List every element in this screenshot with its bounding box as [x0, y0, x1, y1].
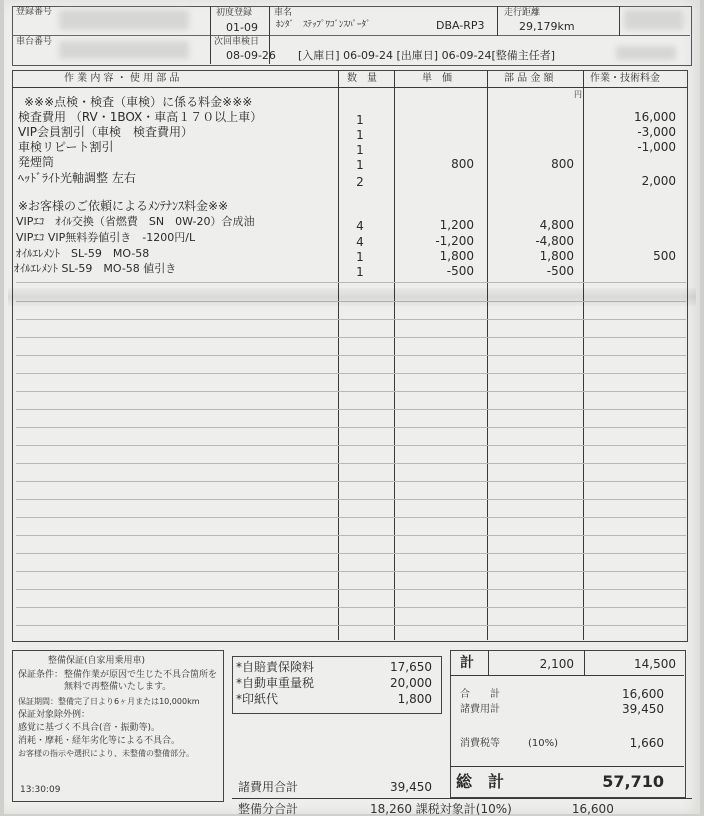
- reg-no-redacted: [59, 10, 189, 30]
- warranty-excl-3: お客様の指示や選択により、未整備の整備部分。: [18, 749, 194, 758]
- subtotal-cut-line: 整備分合計 18,260 課税対象計(10%) 16,600: [238, 802, 614, 816]
- fee-label: *自賠責保険料: [236, 660, 315, 674]
- fee-value: 17,650: [390, 660, 432, 674]
- warranty-cond-2: 無料で再整備いたします。: [64, 682, 172, 692]
- row-labor: 16,000: [634, 110, 676, 124]
- tax-label: 消費税等: [460, 738, 500, 749]
- col-parts-header: 部 品 金 額: [504, 73, 554, 84]
- goukei-value: 16,600: [622, 687, 664, 701]
- chassis-no-label: 車台番号: [16, 37, 53, 47]
- dates-line: [入庫日] 06-09-24 [出庫日] 06-09-24[整備主任者]: [298, 49, 556, 62]
- next-inspection-value: 08-09-26: [226, 49, 276, 62]
- row-desc: ※※※点検・検査（車検）に係る料金※※※: [24, 95, 253, 109]
- row-qty: 1: [356, 113, 364, 127]
- fees-total-label: 諸費用合計: [238, 780, 299, 794]
- row-qty: 4: [356, 235, 364, 249]
- labor-total: 14,500: [634, 657, 676, 671]
- row-desc: ﾍｯﾄﾞﾗｲﾄ光軸調整 左右: [18, 171, 136, 185]
- row-qty: 1: [356, 128, 364, 142]
- row-desc: 発煙筒: [18, 155, 55, 169]
- warranty-excl-2: 消耗・摩耗・経年劣化等による不具合。: [18, 736, 181, 746]
- row-desc: 車検リピート割引: [18, 140, 114, 154]
- shohiyo-value: 39,450: [622, 702, 664, 716]
- kei-label: 計: [460, 655, 474, 671]
- row-labor: -1,000: [637, 140, 676, 154]
- row-desc: ｵｲﾙｴﾚﾒﾝﾄ SL-59 MO-58 値引き: [14, 262, 177, 275]
- warranty-excl-label: 保証対象除外例：: [18, 710, 91, 720]
- chassis-no-redacted: [59, 41, 189, 59]
- warranty-title: 整備保証(自家用乗用車): [48, 656, 146, 666]
- row-unit: -500: [446, 264, 474, 278]
- warranty-excl-1: 感覚に基づく不具合(音・振動等)。: [18, 723, 161, 733]
- row-unit: 800: [451, 157, 474, 171]
- mechanic-redacted: [616, 46, 676, 60]
- row-labor: 500: [653, 249, 676, 263]
- first-reg-value: 01-09: [226, 21, 258, 34]
- row-desc: 検査費用 （RV・1BOX・車高１７０以上車）: [18, 110, 263, 124]
- row-unit: 1,800: [439, 249, 474, 263]
- paper-fold: [8, 288, 696, 306]
- col-labor-header: 作業・技術料金: [590, 73, 660, 84]
- row-qty: 1: [356, 250, 364, 264]
- mileage-label: 走行距離: [504, 8, 541, 18]
- row-qty: 2: [356, 175, 364, 189]
- row-unit: 1,200: [439, 218, 474, 232]
- warranty-period: 保証期間：整備完了日より6ヶ月または10,000km: [18, 697, 200, 706]
- row-desc: ｵｲﾙｴﾚﾒﾝﾄ SL-59 MO-58: [16, 247, 150, 260]
- fee-label: *自動車重量税: [236, 676, 315, 690]
- row-qty: 1: [356, 265, 364, 279]
- fee-value: 1,800: [397, 692, 432, 706]
- row-parts: 4,800: [539, 218, 574, 232]
- sokei-value: 57,710: [602, 772, 664, 791]
- tax-value: 1,660: [629, 736, 664, 750]
- row-qty: 4: [356, 219, 364, 233]
- mileage-value: 29,179km: [519, 20, 575, 33]
- col-work-header: 作 業 内 容 ・ 使 用 部 品: [64, 73, 180, 84]
- invoice-sheet: [4, 0, 700, 814]
- tax-rate: (10%): [528, 738, 559, 749]
- row-parts: -500: [546, 264, 574, 278]
- print-time: 13:30:09: [20, 785, 61, 795]
- yen-mark: 円: [574, 90, 582, 99]
- shohiyo-label: 諸費用計: [460, 704, 500, 715]
- warranty-cond-label: 保証条件：: [18, 670, 64, 680]
- row-unit: -1,200: [435, 234, 474, 248]
- col-unit-header: 単 価: [422, 73, 452, 84]
- car-name-label: 車名: [274, 8, 293, 18]
- car-name-value: ﾎﾝﾀﾞ ｽﾃｯﾌﾟﾜｺﾞﾝｽﾊﾟｰﾀﾞ: [276, 20, 371, 30]
- fee-value: 20,000: [390, 676, 432, 690]
- row-parts: 800: [551, 157, 574, 171]
- sokei-label: 総 計: [456, 772, 505, 791]
- model-code: DBA-RP3: [436, 19, 485, 32]
- row-parts: -4,800: [535, 234, 574, 248]
- warranty-cond-1: 整備作業が原因で生じた不具合箇所を: [64, 670, 218, 680]
- row-desc: ※お客様のご依頼によるﾒﾝﾃﾅﾝｽ料金※※: [18, 199, 229, 213]
- goukei-label: 合 計: [460, 689, 500, 700]
- parts-total: 2,100: [539, 657, 574, 671]
- col-qty-header: 数 量: [347, 73, 377, 84]
- row-desc: VIPｴｺ VIP無料券値引き -1200円/L: [16, 231, 196, 244]
- row-qty: 1: [356, 143, 364, 157]
- row-parts: 1,800: [539, 249, 574, 263]
- row-qty: 1: [356, 158, 364, 172]
- row-labor: -3,000: [637, 125, 676, 139]
- reg-no-label: 登録番号: [16, 7, 53, 17]
- fee-label: *印紙代: [236, 692, 279, 706]
- staff-redacted: [624, 10, 684, 30]
- row-desc: VIP会員割引（車検 検査費用）: [18, 125, 193, 139]
- first-reg-label: 初度登録: [216, 8, 253, 18]
- fees-total-value: 39,450: [390, 780, 432, 794]
- next-inspection-label: 次回車検日: [214, 37, 260, 47]
- row-desc: VIPｴｺ ｵｲﾙ交換（省燃費 SN 0W-20）合成油: [16, 215, 255, 228]
- row-labor: 2,000: [641, 174, 676, 188]
